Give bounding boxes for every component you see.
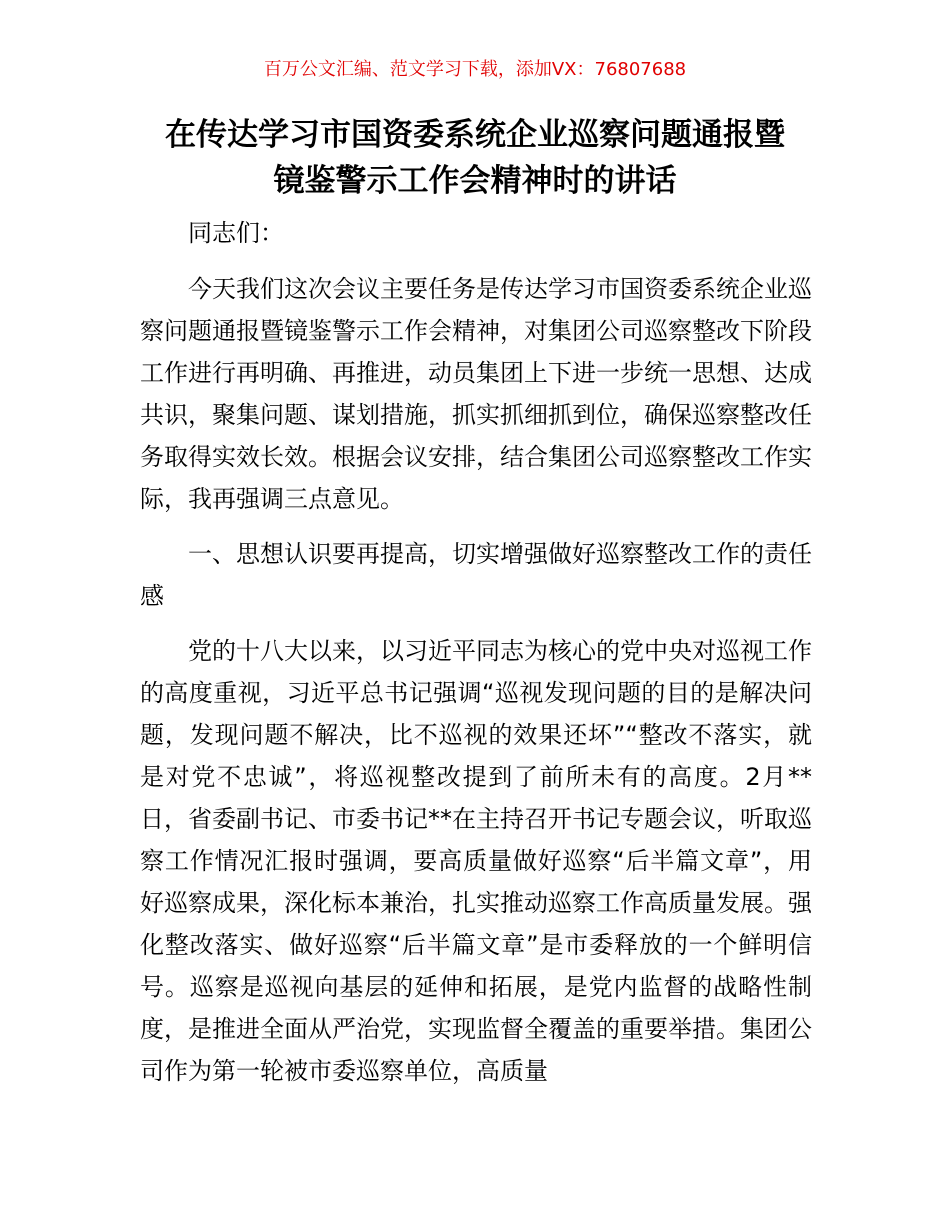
paragraph-intro: 今天我们这次会议主要任务是传达学习市国资委系统企业巡察问题通报暨镜鉴警示工作会精神，对集团公司巡察整改下阶段工作进行再明确、再推进，动员集团上下进一步统一思想、达成共识，聚集问题、谋划措施，抓实抓细抓到位，确保巡察整改任务取得实效长效。根据会议安排，结合集团公司巡察整改工作实际，我再强调三点意见。 <box>140 275 812 513</box>
section-heading-1: 一、思想认识要再提高，切实增强做好巡察整改工作的责任感 <box>140 540 812 610</box>
title-line-2: 镜鉴警示工作会精神时的讲话 <box>273 163 677 199</box>
greeting: 同志们： <box>188 219 284 247</box>
document-body <box>140 212 812 1105</box>
document-title <box>130 112 820 204</box>
title-line-1: 在传达学习市国资委系统企业巡察问题通报暨 <box>165 117 785 153</box>
paragraph-section-1: 党的十八大以来，以习近平同志为核心的党中央对巡视工作的高度重视，习近平总书记强调“巡视发现问题的目的是解决问题，发现问题不解决，比不巡视的效果还坏”“整改不落实，就是对党不忠诚”，将巡视整改提到了前所未有的高度。2月**日，省委副书记、市委书记**在主持召开书记专题会议，听取巡察工作情况汇报时强调，要高质量做好巡察“后半篇文章”，用好巡察成果，深化标本兼治，扎实推动巡察工作高质量发展。强化整改落实、做好巡察“后半篇文章”是市委释放的一个鲜明信号。巡察是巡视向基层的延伸和拓展，是党内监督的战略性制度，是推进全面从严治党，实现监督全覆盖的重要举措。集团公司作为第一轮被市委巡察单位，高质量 <box>140 637 812 1085</box>
header-watermark-note: 百万公文汇编、范文学习下载，添加VX：76807688 <box>263 59 687 80</box>
